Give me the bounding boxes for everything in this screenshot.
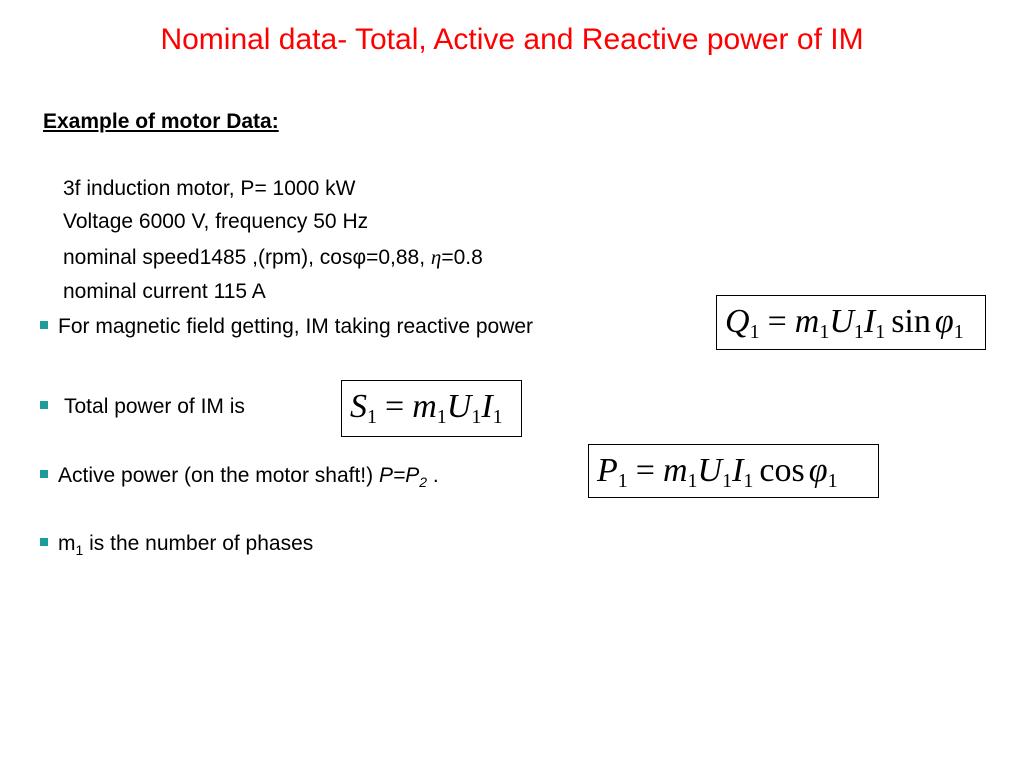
spec-line-current: nominal current 115 A xyxy=(63,280,266,303)
eta-value: =0.8 xyxy=(441,246,483,269)
bullet-phases-text: is the number of phases xyxy=(83,532,314,555)
square-bullet-icon xyxy=(40,321,48,329)
eta-symbol: η xyxy=(430,245,442,269)
square-bullet-icon xyxy=(40,401,48,409)
bullet-phases: $m_1$ is the number of phases xyxy=(40,529,313,559)
spec-line-voltage: Voltage 6000 V, frequency 50 Hz xyxy=(63,210,369,233)
bullet-reactive-power xyxy=(40,312,533,342)
spec-speed-text: nominal speed1485 ,(rpm), cosφ=0,88, xyxy=(63,246,431,269)
bullet-total-power xyxy=(40,392,245,422)
bullet-total-text: Total power of IM is xyxy=(64,395,245,418)
spec-line-motor: 3f induction motor, P= 1000 kW xyxy=(63,177,356,200)
bullet-active-power: Active power (on the motor shaft!) $P=P_2$ . xyxy=(40,461,439,491)
spec-line-speed xyxy=(63,242,483,273)
bullet-reactive-text: For magnetic field getting, IM taking reactive power xyxy=(58,315,534,338)
square-bullet-icon xyxy=(40,470,48,478)
bullet-active-text: Active power (on the motor shaft!) xyxy=(58,464,379,487)
total-power-formula: $S_1 = m_1U_1I_1$ xyxy=(341,380,522,437)
active-power-formula: $P_1 = m_1U_1I_1$ $\cos \varphi_1$ xyxy=(588,444,879,498)
reactive-power-formula: $Q_1 = m_1U_1I_1$ $\sin \varphi_1$ xyxy=(716,295,986,350)
square-bullet-icon xyxy=(40,538,48,546)
slide-title: Nominal data- Total, Active and Reactive power of IM xyxy=(160,23,864,56)
example-heading: Example of motor Data: xyxy=(43,110,279,133)
